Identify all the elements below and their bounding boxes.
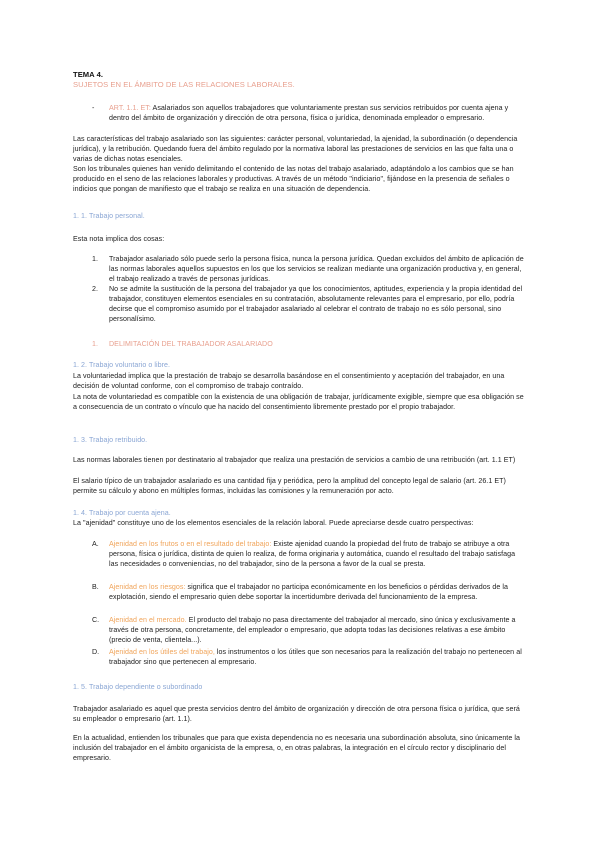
section-heading-1-2: 1. 2. Trabajo voluntario o libre.: [73, 361, 171, 369]
art-text: Asalariados son aquellos trabajadores que voluntariamente prestan sus servicios retribuidos por cuenta ajena y dentro del ámbito de organización y dirección de otra persona, física o jurídica, denominada empleador o empresario.: [109, 104, 509, 123]
list-item: [109, 615, 525, 645]
list-item-label: Ajenidad en el mercado.: [109, 616, 187, 624]
intro-paragraph-2: Son los tribunales quienes han venido delimitando el contenido de las notas del trabajo asalariado, adaptándolo a los cambios que se han producido en el seno de las relaciones laborales y productivas. A través de un método "indiciario", fijándose en la presencia de señales o indicios que pongan de manifiesto que el trabajo se realiza en una situación de dependencia.: [73, 165, 514, 194]
list-item: [109, 582, 525, 602]
section-heading-1-3: 1. 3. Trabajo retribuido.: [73, 436, 148, 444]
list-item-text: El producto del trabajo no pasa directamente del trabajador al mercado, sino única y exclusivamente a través de otra persona, concretamente, del empleador o empresario, que adopta todas las decisiones relativas a ese ámbito (precio de venta, clientela...).: [109, 616, 516, 645]
section-heading-1-4: 1. 4. Trabajo por cuenta ajena.: [73, 509, 171, 517]
section-heading-1-5: 1. 5. Trabajo dependiente o subordinado: [73, 683, 203, 691]
section-1-5-paragraph-1: Trabajador asalariado es aquel que presta servicios dentro del ámbito de organización y dirección de otra persona física o jurídica, que será su empleador o empresario (art. 1.1).: [73, 705, 520, 724]
list-letter: B.: [92, 583, 99, 591]
art-reference: ART. 1.1. ET:: [109, 104, 151, 112]
delimitation-number: 1.: [92, 340, 98, 348]
intro-paragraph-1: Las características del trabajo asalariado son las siguientes: carácter personal, voluntariedad, la ajenidad, la subordinación (o dependencia jurídica), y la retribución. Quedando fuera del ámbito regulado por la normativa laboral las prestaciones de servicios en las que falta una o varias de dichas notas esenciales.: [73, 135, 518, 164]
section-1-4-lead: La "ajenidad" constituye uno de los elementos esenciales de la relación laboral. Puede apreciarse desde cuatro perspectivas:: [73, 519, 474, 527]
section-1-3-paragraph-2: El salario típico de un trabajador asalariado es una cantidad fija y periódica, pero la amplitud del concepto legal de salario (art. 26.1 ET) permite su cálculo y abono en múltiples formas, incluidas las comisiones y la remuneración por acto.: [73, 477, 506, 496]
art-definition: [109, 103, 525, 123]
list-item: No se admite la sustitución de la persona del trabajador ya que los conocimientos, aptitudes, experiencia y la propia identidad del trabajador, constituyen elementos esenciales en su contratación, absolutamente relevantes para el empresario, por ello, podría decirse que el compromiso asumido por el trabajador asalariado al celebrar el contrato de trabajo no es sólo personal, sino personalísimo.: [109, 285, 523, 324]
tema-label: TEMA 4.: [73, 70, 104, 79]
list-number: 1.: [92, 255, 98, 263]
section-1-3-paragraph-1: Las normas laborales tienen por destinatario al trabajador que realiza una prestación de servicios a cambio de una retribución (art. 1.1 ET): [73, 456, 516, 464]
section-heading-1-1: 1. 1. Trabajo personal.: [73, 212, 145, 220]
list-item: [109, 539, 525, 569]
document-subtitle: SUJETOS EN EL ÁMBITO DE LAS RELACIONES LABORALES.: [73, 80, 295, 89]
list-letter: D.: [92, 648, 100, 656]
delimitation-heading: DELIMITACIÓN DEL TRABAJADOR ASALARIADO: [109, 340, 273, 348]
list-item-label: Ajenidad en los frutos o en el resultado del trabajo:: [109, 540, 272, 548]
section-1-5-paragraph-2: En la actualidad, entienden los tribunales que para que exista dependencia no es necesaria una subordinación absoluta, sino únicamente la inclusión del trabajador en el ámbito organicista de la empresa, o, en otras palabras, la integración en el círculo rector y disciplinario del empresario.: [73, 734, 520, 763]
list-item: Trabajador asalariado sólo puede serlo la persona física, nunca la persona jurídica. Quedan excluidos del ámbito de aplicación de las normas laborales aquellos supuestos en los que los servicios se realizan mediante una organización productiva y, en general, el trabajo realizado a través de personas jurídicas.: [109, 255, 524, 284]
section-1-1-lead: Esta nota implica dos cosas:: [73, 235, 165, 243]
list-item: [109, 647, 525, 667]
section-1-2-paragraph-2: La nota de voluntariedad es compatible con la existencia de una obligación de trabajar, jurídicamente exigible, siempre que esa obligación se a consecuencia de un contrato o vínculo que ha nacido del consentimiento libremente prestado por el propio trabajador.: [73, 393, 524, 412]
list-number: 2.: [92, 285, 98, 293]
list-letter: C.: [92, 616, 100, 624]
bullet-marker: -: [92, 104, 95, 112]
list-item-label: Ajenidad en los riesgos:: [109, 583, 186, 591]
section-1-2-paragraph-1: La voluntariedad implica que la prestación de trabajo se desarrolla basándose en el consentimiento y aceptación del trabajador, en una decisión de voluntad conforme, con el compromiso de trabajo contraído.: [73, 372, 505, 391]
list-item-text: Existe ajenidad cuando la propiedad del fruto de trabajo se atribuye a otra persona, física o jurídica, distinta de quien lo realiza, de forma originaria y automática, cuando el resultado del trabajo satisfaga las necesidades o conveniencias, no del trabajador, sino de la persona a favor de la cual se presta.: [109, 540, 516, 569]
list-item-text: significa que el trabajador no participa económicamente en los beneficios o pérdidas derivados de la explotación, siendo el empresario quien debe soportar la incertidumbre derivada del funcionamiento de la empresa.: [109, 583, 509, 602]
list-item-text: los instrumentos o los útiles que son necesarios para la realización del trabajo no pertenecen al trabajador sino que pertenecen al empresario.: [109, 648, 522, 667]
list-letter: A.: [92, 540, 99, 548]
list-item-label: Ajenidad en los útiles del trabajo,: [109, 648, 215, 656]
